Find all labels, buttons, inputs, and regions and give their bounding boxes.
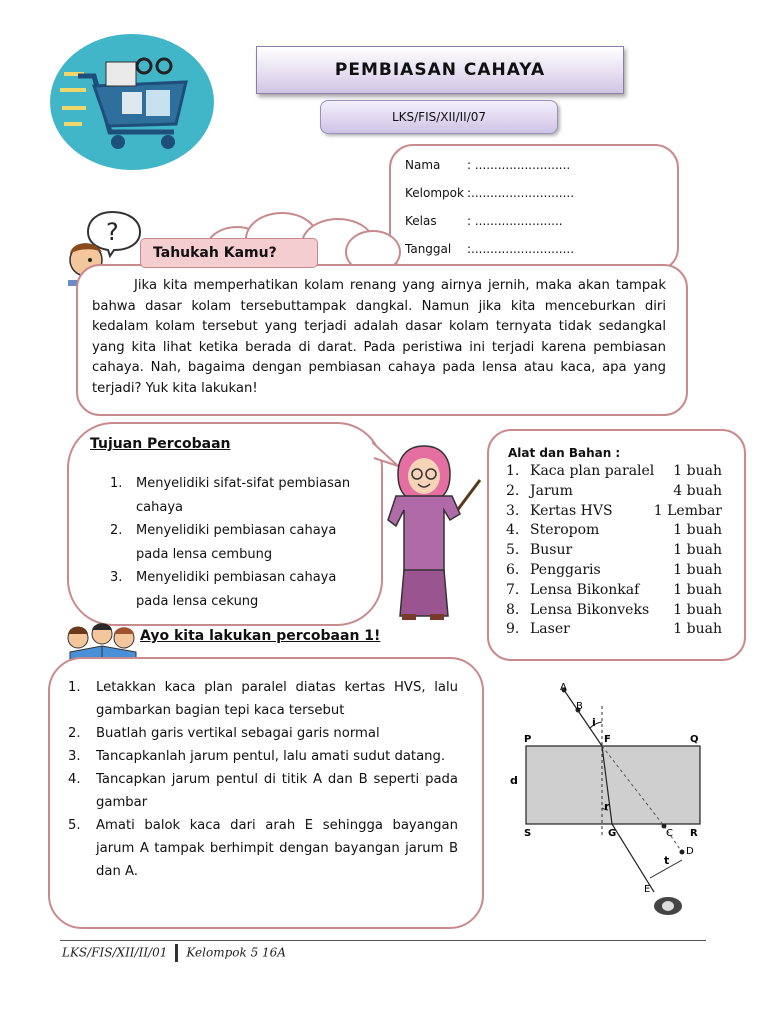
tahukah-text: Jika kita memperhatikan kolam renang yang airnya jernih, maka akan tampak bahwa dasar kolam tersebuttampak dangkal. Namun jika kita menceburkan diri kedalam kolam tersebut yang terjadi adalah dasar kolam ternyata tidak sedangkal yang kita lihat ketika berada di darat. Pada peristiwa ini terjadi karena pembiasan cahaya. Nah, bagaima dengan pembiasan cahaya pada lensa atau kaca, apa yang terjadi? Yuk kita lakukan! — [92, 278, 666, 396]
label-q: Q — [690, 734, 699, 745]
identity-box — [389, 144, 679, 272]
label-a: A — [560, 682, 567, 693]
footer-separator — [175, 944, 178, 962]
label-g: G — [608, 828, 617, 839]
list-item: 2. Buatlah garis vertikal sebagai garis normal — [68, 726, 380, 741]
label-e: E — [644, 884, 651, 895]
footer-group: Kelompok 5 16A — [186, 945, 286, 960]
emergent-ray — [612, 824, 654, 892]
label-c: C — [666, 828, 673, 839]
tujuan-title: Tujuan Percobaan — [90, 436, 231, 452]
label-r: r — [604, 800, 610, 813]
eye-iris — [662, 901, 674, 911]
list-item: 1. Letakkan kaca plan paralel diatas kertas HVS, lalu gambarkan bagian tepi kaca tersebut — [68, 680, 458, 718]
label-b: B — [576, 701, 583, 712]
shopping-cart-logo — [48, 32, 216, 172]
label-d: d — [510, 774, 518, 787]
footer-code: LKS/FIS/XII/II/01 — [62, 945, 168, 960]
list-item: 3. Tancapkanlah jarum pentul, lalu amati sudut datang. — [68, 749, 446, 764]
label-f: F — [604, 734, 611, 745]
identity-row-nama: Nama : ......................... — [405, 158, 571, 172]
label-s: S — [524, 828, 532, 839]
footer-divider — [60, 940, 706, 941]
tujuan-list — [110, 472, 370, 613]
pin-d — [680, 850, 685, 855]
tahukah-label: Tahukah Kamu? — [140, 238, 318, 268]
identity-row-kelompok: Kelompok :........................... — [405, 186, 575, 200]
document-code: LKS/FIS/XII/II/07 — [320, 100, 558, 134]
label-r-corner: R — [690, 828, 698, 839]
page-title: PEMBIASAN CAHAYA — [256, 46, 624, 94]
tanggal-field[interactable]: :........................... — [467, 242, 575, 256]
teacher-icon — [384, 440, 488, 624]
identity-row-tanggal: Tanggal :........................... — [405, 242, 575, 256]
list-item: 5. Amati balok kaca dari arah E sehingga bayangan jarum A tampak berhimpit dengan bayangan jarum B dan A. — [68, 818, 458, 879]
list-item: 4. Tancapkan jarum pentul di titik A dan B seperti pada gambar — [68, 772, 458, 810]
refraction-diagram — [500, 676, 720, 922]
label-t: t — [664, 854, 670, 867]
percobaan-steps — [68, 676, 458, 883]
alat-bahan-title: Alat dan Bahan : — [508, 446, 621, 460]
label-dd: D — [686, 846, 694, 857]
percobaan-label: Ayo kita lakukan percobaan 1! — [140, 628, 381, 644]
list-item: 2. Menyelidiki pembiasan cahaya pada lensa cembung — [110, 523, 337, 562]
glass-block — [526, 746, 700, 824]
identity-row-kelas: Kelas : ....................... — [405, 214, 563, 228]
incident-ray — [564, 690, 602, 746]
kelompok-field[interactable]: :........................... — [467, 186, 575, 200]
list-item: 3. Menyelidiki pembiasan cahaya pada lensa cekung — [110, 570, 337, 609]
kelas-field[interactable]: : ....................... — [467, 214, 563, 228]
list-item: 1. Menyelidiki sifat-sifat pembiasan cahaya — [110, 476, 351, 515]
nama-field[interactable]: : ......................... — [467, 158, 571, 172]
label-i: i — [592, 716, 596, 729]
footer — [62, 944, 286, 962]
svg-text:?: ? — [106, 218, 119, 246]
label-p: P — [524, 734, 532, 745]
